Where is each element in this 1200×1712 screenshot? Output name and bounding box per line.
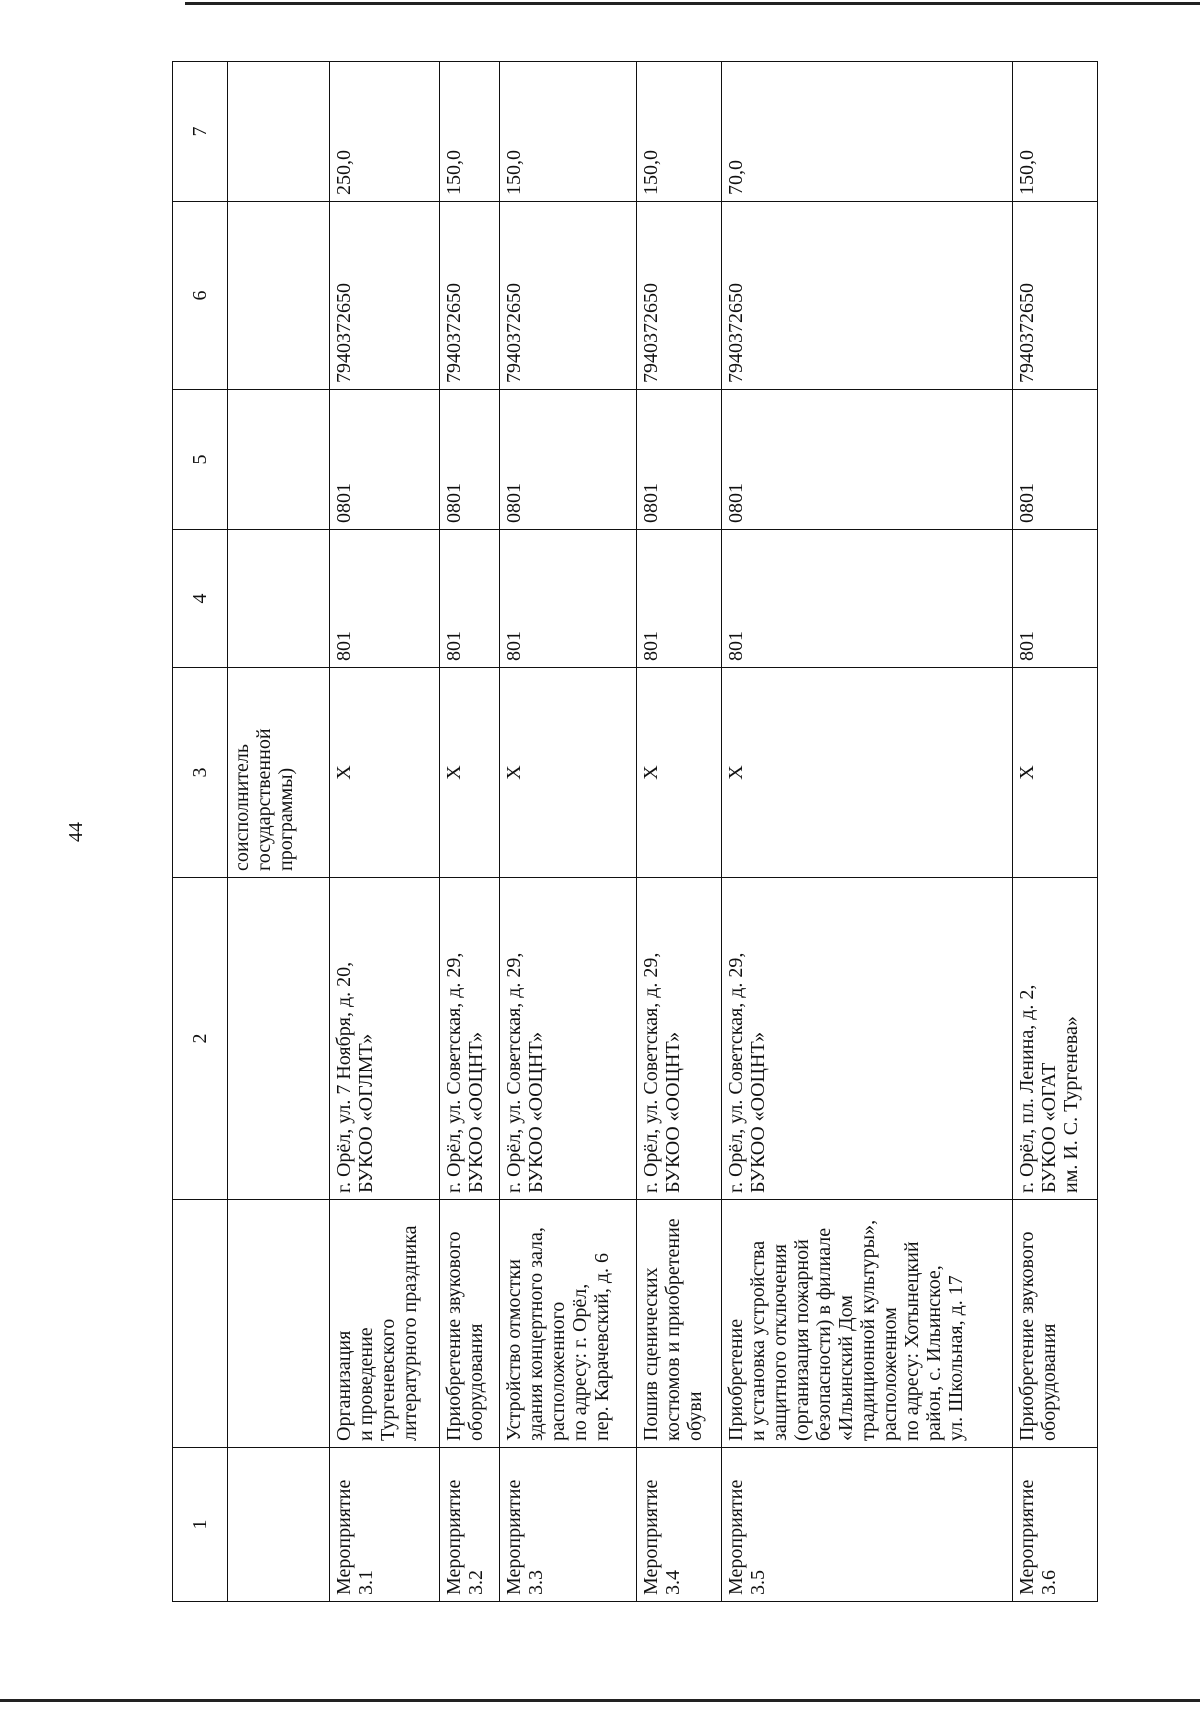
executor-cell: [329, 668, 440, 878]
code-c4-text: 801: [443, 631, 466, 661]
code-c6-text: 7940372650: [639, 283, 662, 383]
code-c6-text: 7940372650: [1015, 283, 1038, 383]
code-c4-text: 801: [639, 631, 662, 661]
header-cell-empty: [227, 1448, 329, 1602]
table-row: [636, 62, 721, 1602]
code-c5-cell: [1012, 390, 1097, 530]
executor-cell: [500, 668, 637, 878]
amount-cell: [1012, 62, 1097, 202]
table-row: [440, 62, 500, 1602]
activity-id-text: Мероприятие 3.5: [724, 1479, 769, 1595]
code-c6-cell: [721, 202, 1012, 390]
header-cell-empty: [227, 62, 329, 202]
col-number: [173, 1200, 228, 1448]
col-number: 5: [173, 390, 228, 530]
code-c5-text: 0801: [724, 483, 747, 523]
code-c5-cell: [329, 390, 440, 530]
location-cell: [721, 878, 1012, 1200]
column-number-row: [173, 62, 228, 1602]
executor-text: Х: [332, 765, 355, 780]
activity-name-cell: [440, 1200, 500, 1448]
activity-id-cell: [329, 1448, 440, 1602]
executor-text: Х: [639, 765, 662, 780]
activity-id-text: Мероприятие 3.1: [332, 1479, 377, 1595]
col-number: 6: [173, 202, 228, 390]
col-number: 1: [173, 1448, 228, 1602]
location-text: г. Орёл, ул. Советская, д. 29, БУКОО «ООЦНТ»: [443, 952, 488, 1193]
code-c6-cell: [636, 202, 721, 390]
amount-text: 250,0: [332, 150, 355, 195]
code-c6-cell: [329, 202, 440, 390]
table-container: [172, 62, 1098, 1602]
amount-cell: [721, 62, 1012, 202]
header-cell-empty: [227, 530, 329, 668]
code-c4-cell: [721, 530, 1012, 668]
code-c4-cell: [636, 530, 721, 668]
executor-cell: [636, 668, 721, 878]
code-c6-text: 7940372650: [332, 283, 355, 383]
activity-id-cell: [500, 1448, 637, 1602]
code-c6-text: 7940372650: [724, 283, 747, 383]
amount-text: 150,0: [503, 150, 526, 195]
amount-cell: [440, 62, 500, 202]
activity-name-text: Устройство отмостки здания концертного зала, расположенного по адресу: г. Орёл, пер. Карачевский, д. 6: [503, 1227, 614, 1441]
header-cell-empty: [227, 1200, 329, 1448]
location-text: г. Орёл, ул. 7 Ноября, д. 20, БУКОО «ОГЛМТ»: [332, 961, 377, 1193]
col-number: 3: [173, 668, 228, 878]
location-text: г. Орёл, пл. Ленина, д. 2, БУКОО «ОГАТ им. И. С. Тургенева»: [1015, 984, 1082, 1193]
header-cell-empty: [227, 878, 329, 1200]
header-continuation-text: соисполнитель государственной программы): [230, 728, 297, 871]
code-c5-text: 0801: [639, 483, 662, 523]
activity-name-text: Приобретение звукового оборудования: [1015, 1231, 1060, 1441]
code-c5-cell: [636, 390, 721, 530]
location-cell: [636, 878, 721, 1200]
activity-name-cell: [721, 1200, 1012, 1448]
activity-name-text: Организация и проведение Тургеневского литературного праздника: [332, 1225, 421, 1441]
amount-text: 150,0: [443, 150, 466, 195]
executor-text: Х: [503, 765, 526, 780]
col-number: 7: [173, 62, 228, 202]
code-c6-cell: [440, 202, 500, 390]
code-c4-text: 801: [503, 631, 526, 661]
activity-id-text: Мероприятие 3.6: [1015, 1479, 1060, 1595]
activity-id-text: Мероприятие 3.4: [639, 1479, 684, 1595]
location-cell: [440, 878, 500, 1200]
code-c6-text: 7940372650: [503, 283, 526, 383]
col-number: 4: [173, 530, 228, 668]
location-cell: [329, 878, 440, 1200]
executor-text: Х: [1015, 765, 1038, 780]
amount-cell: [636, 62, 721, 202]
code-c4-text: 801: [332, 631, 355, 661]
executor-cell: [1012, 668, 1097, 878]
table-row: [1012, 62, 1097, 1602]
activity-id-cell: [721, 1448, 1012, 1602]
table-row: [500, 62, 637, 1602]
activities-table: [172, 61, 1098, 1602]
activity-id-cell: [636, 1448, 721, 1602]
location-cell: [500, 878, 637, 1200]
scan-edge-bottom: [0, 1699, 1200, 1702]
activity-id-cell: [1012, 1448, 1097, 1602]
activity-id-text: Мероприятие 3.2: [443, 1479, 488, 1595]
code-c5-cell: [440, 390, 500, 530]
header-continuation-cell: [227, 668, 329, 878]
code-c5-text: 0801: [503, 483, 526, 523]
col-number: 2: [173, 878, 228, 1200]
header-continuation-row: [227, 62, 329, 1602]
code-c6-cell: [500, 202, 637, 390]
code-c5-cell: [721, 390, 1012, 530]
activity-name-cell: [329, 1200, 440, 1448]
executor-text: Х: [724, 765, 747, 780]
amount-text: 70,0: [724, 160, 747, 195]
code-c4-cell: [500, 530, 637, 668]
activity-name-cell: [636, 1200, 721, 1448]
code-c5-text: 0801: [1015, 483, 1038, 523]
page-number: 44: [65, 822, 87, 842]
activity-name-text: Приобретение и установка устройства защитного отключения (организация пожарной безопасности) в филиале «Ильинский Дом традиционной культуры», расположенном по адресу: Хотынецкий район, с. Ильинское, ул. Школьная, д. 17: [724, 1219, 967, 1441]
code-c4-cell: [1012, 530, 1097, 668]
location-text: г. Орёл, ул. Советская, д. 29, БУКОО «ООЦНТ»: [639, 952, 684, 1193]
code-c6-cell: [1012, 202, 1097, 390]
code-c4-text: 801: [724, 631, 747, 661]
activity-name-text: Приобретение звукового оборудования: [443, 1231, 488, 1441]
table-row: [721, 62, 1012, 1602]
location-text: г. Орёл, ул. Советская, д. 29, БУКОО «ООЦНТ»: [724, 952, 769, 1193]
executor-cell: [721, 668, 1012, 878]
table-body: [329, 62, 1098, 1602]
amount-cell: [329, 62, 440, 202]
amount-cell: [500, 62, 637, 202]
table-row: [329, 62, 440, 1602]
header-cell-empty: [227, 390, 329, 530]
amount-text: 150,0: [639, 150, 662, 195]
activity-id-text: Мероприятие 3.3: [503, 1479, 548, 1595]
code-c4-text: 801: [1015, 631, 1038, 661]
code-c4-cell: [440, 530, 500, 668]
activity-name-cell: [500, 1200, 637, 1448]
code-c5-cell: [500, 390, 637, 530]
header-cell-empty: [227, 202, 329, 390]
executor-text: Х: [443, 765, 466, 780]
scan-edge-top: [185, 2, 1200, 5]
location-text: г. Орёл, ул. Советская, д. 29, БУКОО «ООЦНТ»: [503, 952, 548, 1193]
code-c4-cell: [329, 530, 440, 668]
code-c5-text: 0801: [443, 483, 466, 523]
activity-name-text: Пошив сценических костюмов и приобретение обуви: [639, 1218, 706, 1441]
activity-name-cell: [1012, 1200, 1097, 1448]
executor-cell: [440, 668, 500, 878]
code-c6-text: 7940372650: [443, 283, 466, 383]
activity-id-cell: [440, 1448, 500, 1602]
amount-text: 150,0: [1015, 150, 1038, 195]
location-cell: [1012, 878, 1097, 1200]
code-c5-text: 0801: [332, 483, 355, 523]
